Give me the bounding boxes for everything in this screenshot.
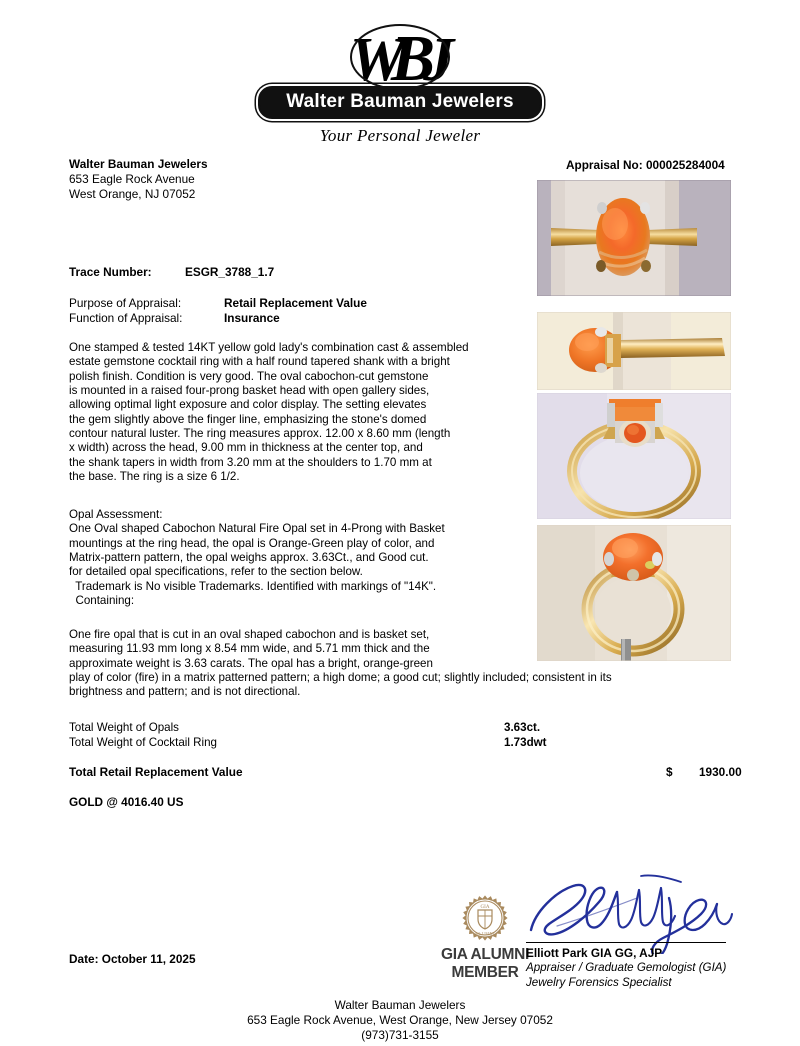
ring-three-quarter-image <box>537 525 731 661</box>
total-weight-ring-label: Total Weight of Cocktail Ring <box>69 736 217 749</box>
monogram-letter-w: W <box>349 26 402 94</box>
ring-photo-top-view <box>537 180 731 296</box>
appraiser-role-line2: Jewelry Forensics Specialist <box>526 976 672 989</box>
opal-detail-line-3: approximate weight is 3.63 carats. The opal has a bright, orange-green <box>69 656 433 670</box>
opal-detail-line-2: measuring 11.93 mm long x 8.54 mm wide, and 5.71 mm thick and the <box>69 642 430 656</box>
item-description <box>69 341 517 484</box>
appraiser-name: Elliott Park GIA GG, AJP <box>526 946 663 960</box>
opal-assessment-line-7: Containing: <box>69 594 135 608</box>
opal-detail-line-1: One fire opal that is cut in an oval shaped cabochon and is basket set, <box>69 628 430 641</box>
currency-symbol: $ <box>666 765 673 779</box>
footer-address: 653 Eagle Rock Avenue, West Orange, New Jersey 07052 <box>247 1013 553 1027</box>
purpose-of-appraisal-label: Purpose of Appraisal: <box>69 296 182 310</box>
ring-gallery-back-image <box>537 393 731 519</box>
opal-assessment-line-1: Opal Assessment: <box>69 508 163 521</box>
footer-company-name: Walter Bauman Jewelers <box>334 998 466 1012</box>
gia-seal-bottom-text: ALUMNI <box>474 931 496 936</box>
company-logo <box>0 22 800 146</box>
description-line-4: is mounted in a raised four-prong basket head with open gallery sides, <box>69 384 430 398</box>
description-line-9: the shank tapers in width from 3.20 mm at the shoulders to 1.70 mm at <box>69 455 432 469</box>
ring-side-profile-image <box>537 312 731 390</box>
opal-assessment-line-5: for detailed opal specifications, refer to the section below. <box>69 565 363 579</box>
opal-detail-line-4: play of color (fire) in a matrix patterned pattern; a high dome; a good cut; slightly included; consistent in its <box>69 671 612 685</box>
description-line-3: polish finish. Condition is very good. The oval cabochon-cut gemstone <box>69 369 429 383</box>
appraisal-number: Appraisal No: 000025284004 <box>566 158 725 172</box>
function-of-appraisal-value: Insurance <box>224 311 280 325</box>
description-line-6: the gem slightly above the finger line, emphasizing the stone's domed <box>69 412 427 426</box>
firm-address-line2: West Orange, NJ 07052 <box>69 187 196 201</box>
ring-photo-gallery-back <box>537 393 731 519</box>
appraisal-date: Date: October 11, 2025 <box>69 952 196 966</box>
page-footer <box>0 998 800 1043</box>
opal-assessment-line-3: mountings at the ring head, the opal is Orange-Green play of color, and <box>69 536 435 550</box>
firm-name: Walter Bauman Jewelers <box>69 157 208 171</box>
wbj-monogram <box>349 22 451 95</box>
description-line-2: estate gemstone cocktail ring with a half round tapered shank with a bright <box>69 355 450 369</box>
logo-name-bar: Walter Bauman Jewelers <box>258 86 542 119</box>
gia-seal-icon <box>457 890 513 946</box>
description-line-1: One stamped & tested 14KT yellow gold lady's combination cast & assembled <box>69 341 469 354</box>
trace-number-label: Trace Number: <box>69 265 152 279</box>
signature-rule <box>526 942 726 943</box>
monogram-letter-j: J <box>423 26 451 94</box>
opal-assessment <box>69 508 529 608</box>
monogram-letter-b: B <box>391 22 432 95</box>
footer-phone: (973)731-3155 <box>361 1028 439 1042</box>
ring-top-view-image <box>537 180 731 296</box>
opal-detail-line-5: brightness and pattern; and is not directional. <box>69 685 301 699</box>
description-line-8: x width) across the head, 9.00 mm in thickness at the center top, and <box>69 441 423 455</box>
gold-rate: GOLD @ 4016.40 US <box>69 795 184 809</box>
total-weight-opals-value: 3.63ct. <box>504 721 541 734</box>
trace-number-value: ESGR_3788_1.7 <box>185 265 275 279</box>
total-weight-ring-value: 1.73dwt <box>504 736 547 749</box>
ring-photo-side-profile <box>537 312 731 390</box>
firm-address-line1: 653 Eagle Rock Avenue <box>69 172 195 186</box>
opal-assessment-line-6: Trademark is No visible Trademarks. Identified with markings of "14K". <box>69 579 437 593</box>
description-line-5: allowing optimal light exposure and color display. The setting elevates <box>69 398 427 412</box>
gia-seal-top-text: GIA <box>480 905 490 910</box>
function-of-appraisal-label: Function of Appraisal: <box>69 311 183 325</box>
description-line-10: the base. The ring is a size 6 1/2. <box>69 470 240 484</box>
description-line-7: contour natural luster. The ring measures approx. 12.00 x 8.60 mm (length <box>69 427 451 441</box>
ring-photo-three-quarter <box>537 525 731 661</box>
opal-assessment-line-2: One Oval shaped Cabochon Natural Fire Opal set in 4-Prong with Basket <box>69 522 445 536</box>
total-weight-opals-label: Total Weight of Opals <box>69 721 179 734</box>
gia-badge-line1: GIA ALUMNI <box>441 946 529 963</box>
appraiser-role-line1: Appraiser / Graduate Gemologist (GIA) <box>526 961 727 974</box>
gia-badge-line2: MEMBER <box>451 963 519 981</box>
total-retail-replacement-value-label: Total Retail Replacement Value <box>69 765 243 779</box>
opal-assessment-line-4: Matrix-pattern pattern, the opal weighs approx. 3.63Ct., and Good cut. <box>69 551 429 565</box>
logo-tagline: Your Personal Jeweler <box>319 126 481 145</box>
total-retail-replacement-value-amount: 1930.00 <box>699 765 742 779</box>
purpose-of-appraisal-value: Retail Replacement Value <box>224 296 367 310</box>
monogram-ring-flourish <box>350 24 450 90</box>
